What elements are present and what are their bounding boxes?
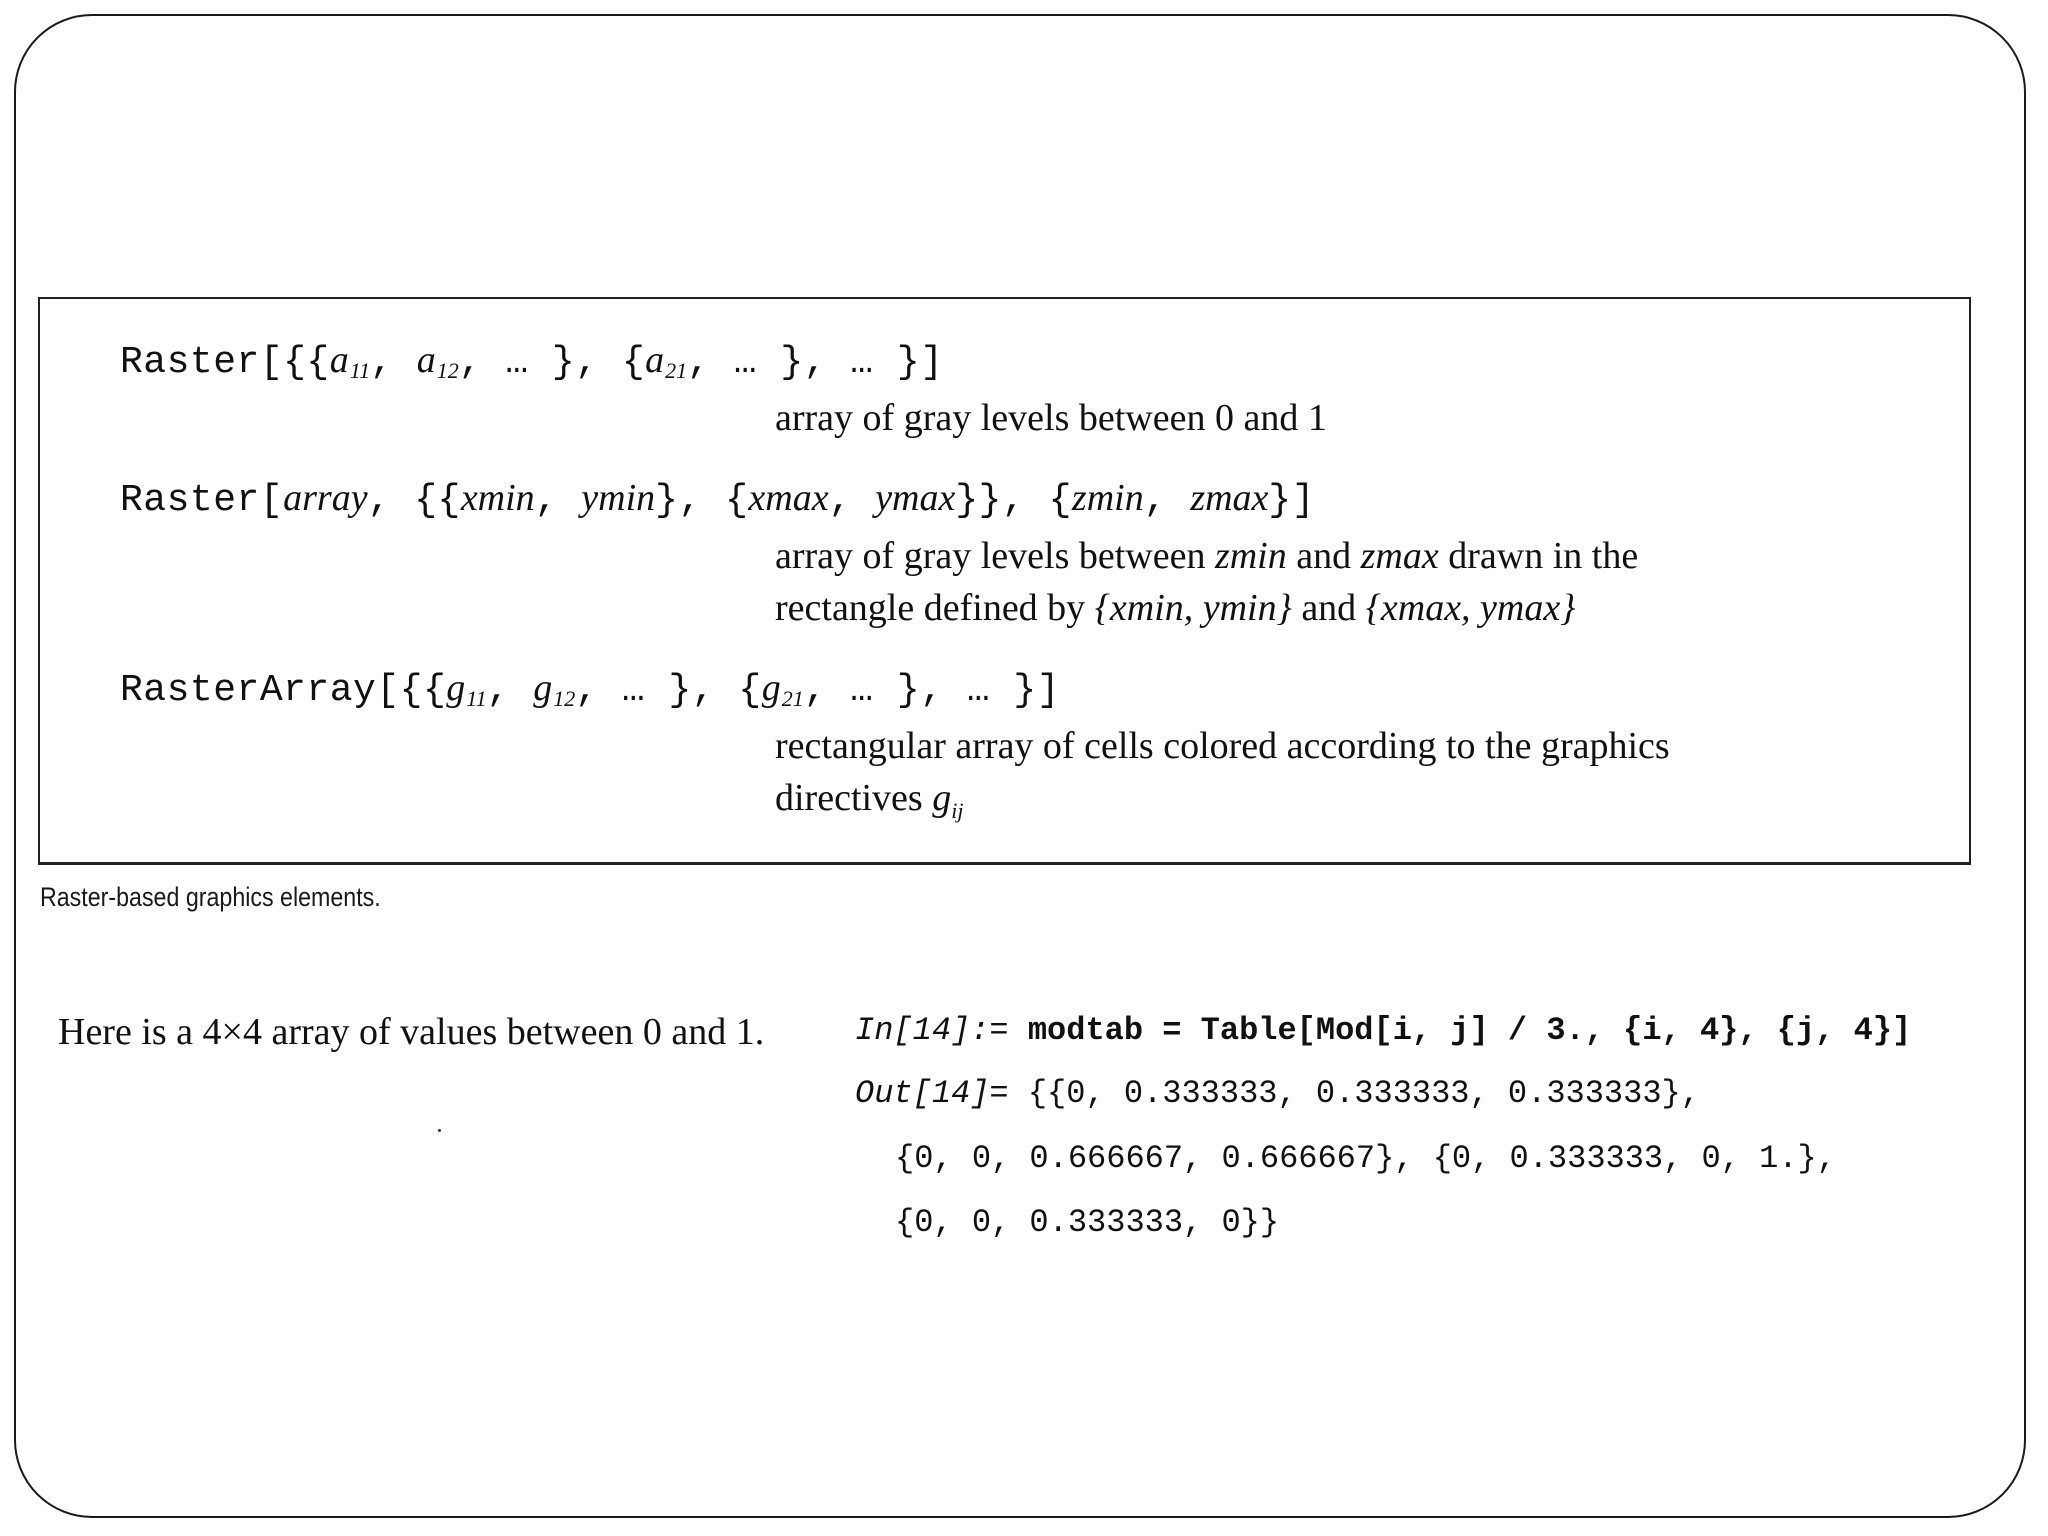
- sig-var: ymax: [875, 477, 956, 519]
- sig-text: ,: [534, 479, 582, 522]
- desc-var: zmax: [1360, 535, 1439, 577]
- sig-var: a: [416, 339, 436, 381]
- sig-var: xmin: [460, 477, 535, 519]
- sig-text: , … }, {: [575, 669, 762, 712]
- rasterarray-signature: [120, 666, 1060, 712]
- desc-var: g: [932, 777, 952, 819]
- desc-text: array of gray levels between: [775, 535, 1215, 577]
- sig-sub: 12: [553, 686, 576, 711]
- output-text: {0, 0, 0.666667, 0.666667}, {0, 0.333333, 0, 1.},: [895, 1140, 1836, 1177]
- sig-var: a: [645, 339, 665, 381]
- sig-text: , … }, … }]: [687, 341, 944, 384]
- output-line-2: [895, 1140, 1836, 1177]
- sig-var: zmax: [1190, 477, 1269, 519]
- sig-var: a: [329, 339, 349, 381]
- sig-text: , … }, {: [458, 341, 646, 384]
- desc-text: and: [1286, 535, 1361, 577]
- sig-text: }}, {: [955, 479, 1072, 522]
- output-line-1: [855, 1075, 1700, 1112]
- description-line: array of gray levels between 0 and 1: [775, 397, 1327, 439]
- sig-var: xmax: [748, 477, 829, 519]
- sig-text: Raster[{{: [120, 341, 330, 384]
- stray-dot: [438, 1129, 441, 1132]
- sig-text: RasterArray[{{: [120, 669, 447, 712]
- sig-var: ymin: [581, 477, 656, 519]
- sig-sub: 12: [436, 358, 459, 383]
- sig-text: ,: [1143, 479, 1191, 522]
- raster-description: [775, 392, 1327, 444]
- sig-var: g: [533, 667, 553, 709]
- input-code: modtab = Table[Mod[i, j] / 3., {i, 4}, {j, 4}]: [1008, 1012, 1912, 1049]
- sig-sub: 11: [466, 686, 487, 711]
- sig-var: g: [446, 667, 466, 709]
- description-line: rectangular array of cells colored according to the graphics: [775, 725, 1670, 767]
- desc-var: zmin: [1214, 535, 1287, 577]
- sig-text: ,: [828, 479, 876, 522]
- desc-var: {xmin, ymin}: [1094, 587, 1292, 629]
- sig-sub: 11: [349, 358, 371, 383]
- description-line: [775, 582, 1638, 634]
- sig-var: g: [761, 667, 781, 709]
- raster-rect-signature: [120, 476, 1315, 522]
- rasterarray-description: [775, 720, 1670, 837]
- desc-var: {xmax, ymax}: [1365, 587, 1576, 629]
- sig-text: , … }, … }]: [803, 669, 1061, 712]
- description-line: [775, 772, 1670, 837]
- input-label: In[14]:=: [855, 1012, 1009, 1049]
- desc-text: and: [1291, 587, 1366, 629]
- table-caption: Raster-based graphics elements.: [40, 882, 381, 912]
- output-text: {{0, 0.333333, 0.333333, 0.333333},: [1008, 1075, 1700, 1112]
- desc-text: drawn in the: [1438, 535, 1639, 577]
- sig-text: Raster[: [120, 479, 284, 522]
- sig-text: ,: [486, 669, 534, 712]
- sig-text: }, {: [655, 479, 749, 522]
- sig-sub: 21: [781, 686, 804, 711]
- raster-signature: [120, 338, 944, 384]
- desc-sub: ij: [951, 798, 964, 823]
- sig-text: }]: [1268, 479, 1316, 522]
- output-label: Out[14]=: [855, 1075, 1009, 1112]
- raster-rect-description: [775, 530, 1638, 634]
- sig-var: zmin: [1071, 477, 1144, 519]
- sig-var: array: [283, 477, 368, 519]
- description-line: [775, 530, 1638, 582]
- sig-text: ,: [370, 341, 417, 384]
- input-line: [855, 1012, 1911, 1049]
- desc-text: directives: [775, 777, 933, 819]
- output-line-3: [895, 1204, 1279, 1241]
- desc-text: rectangle defined by: [775, 587, 1095, 629]
- sig-text: , {{: [367, 479, 461, 522]
- explanatory-note: Here is a 4×4 array of values between 0 and 1.: [58, 1011, 765, 1053]
- sig-sub: 21: [665, 358, 688, 383]
- output-text: {0, 0, 0.333333, 0}}: [895, 1204, 1280, 1241]
